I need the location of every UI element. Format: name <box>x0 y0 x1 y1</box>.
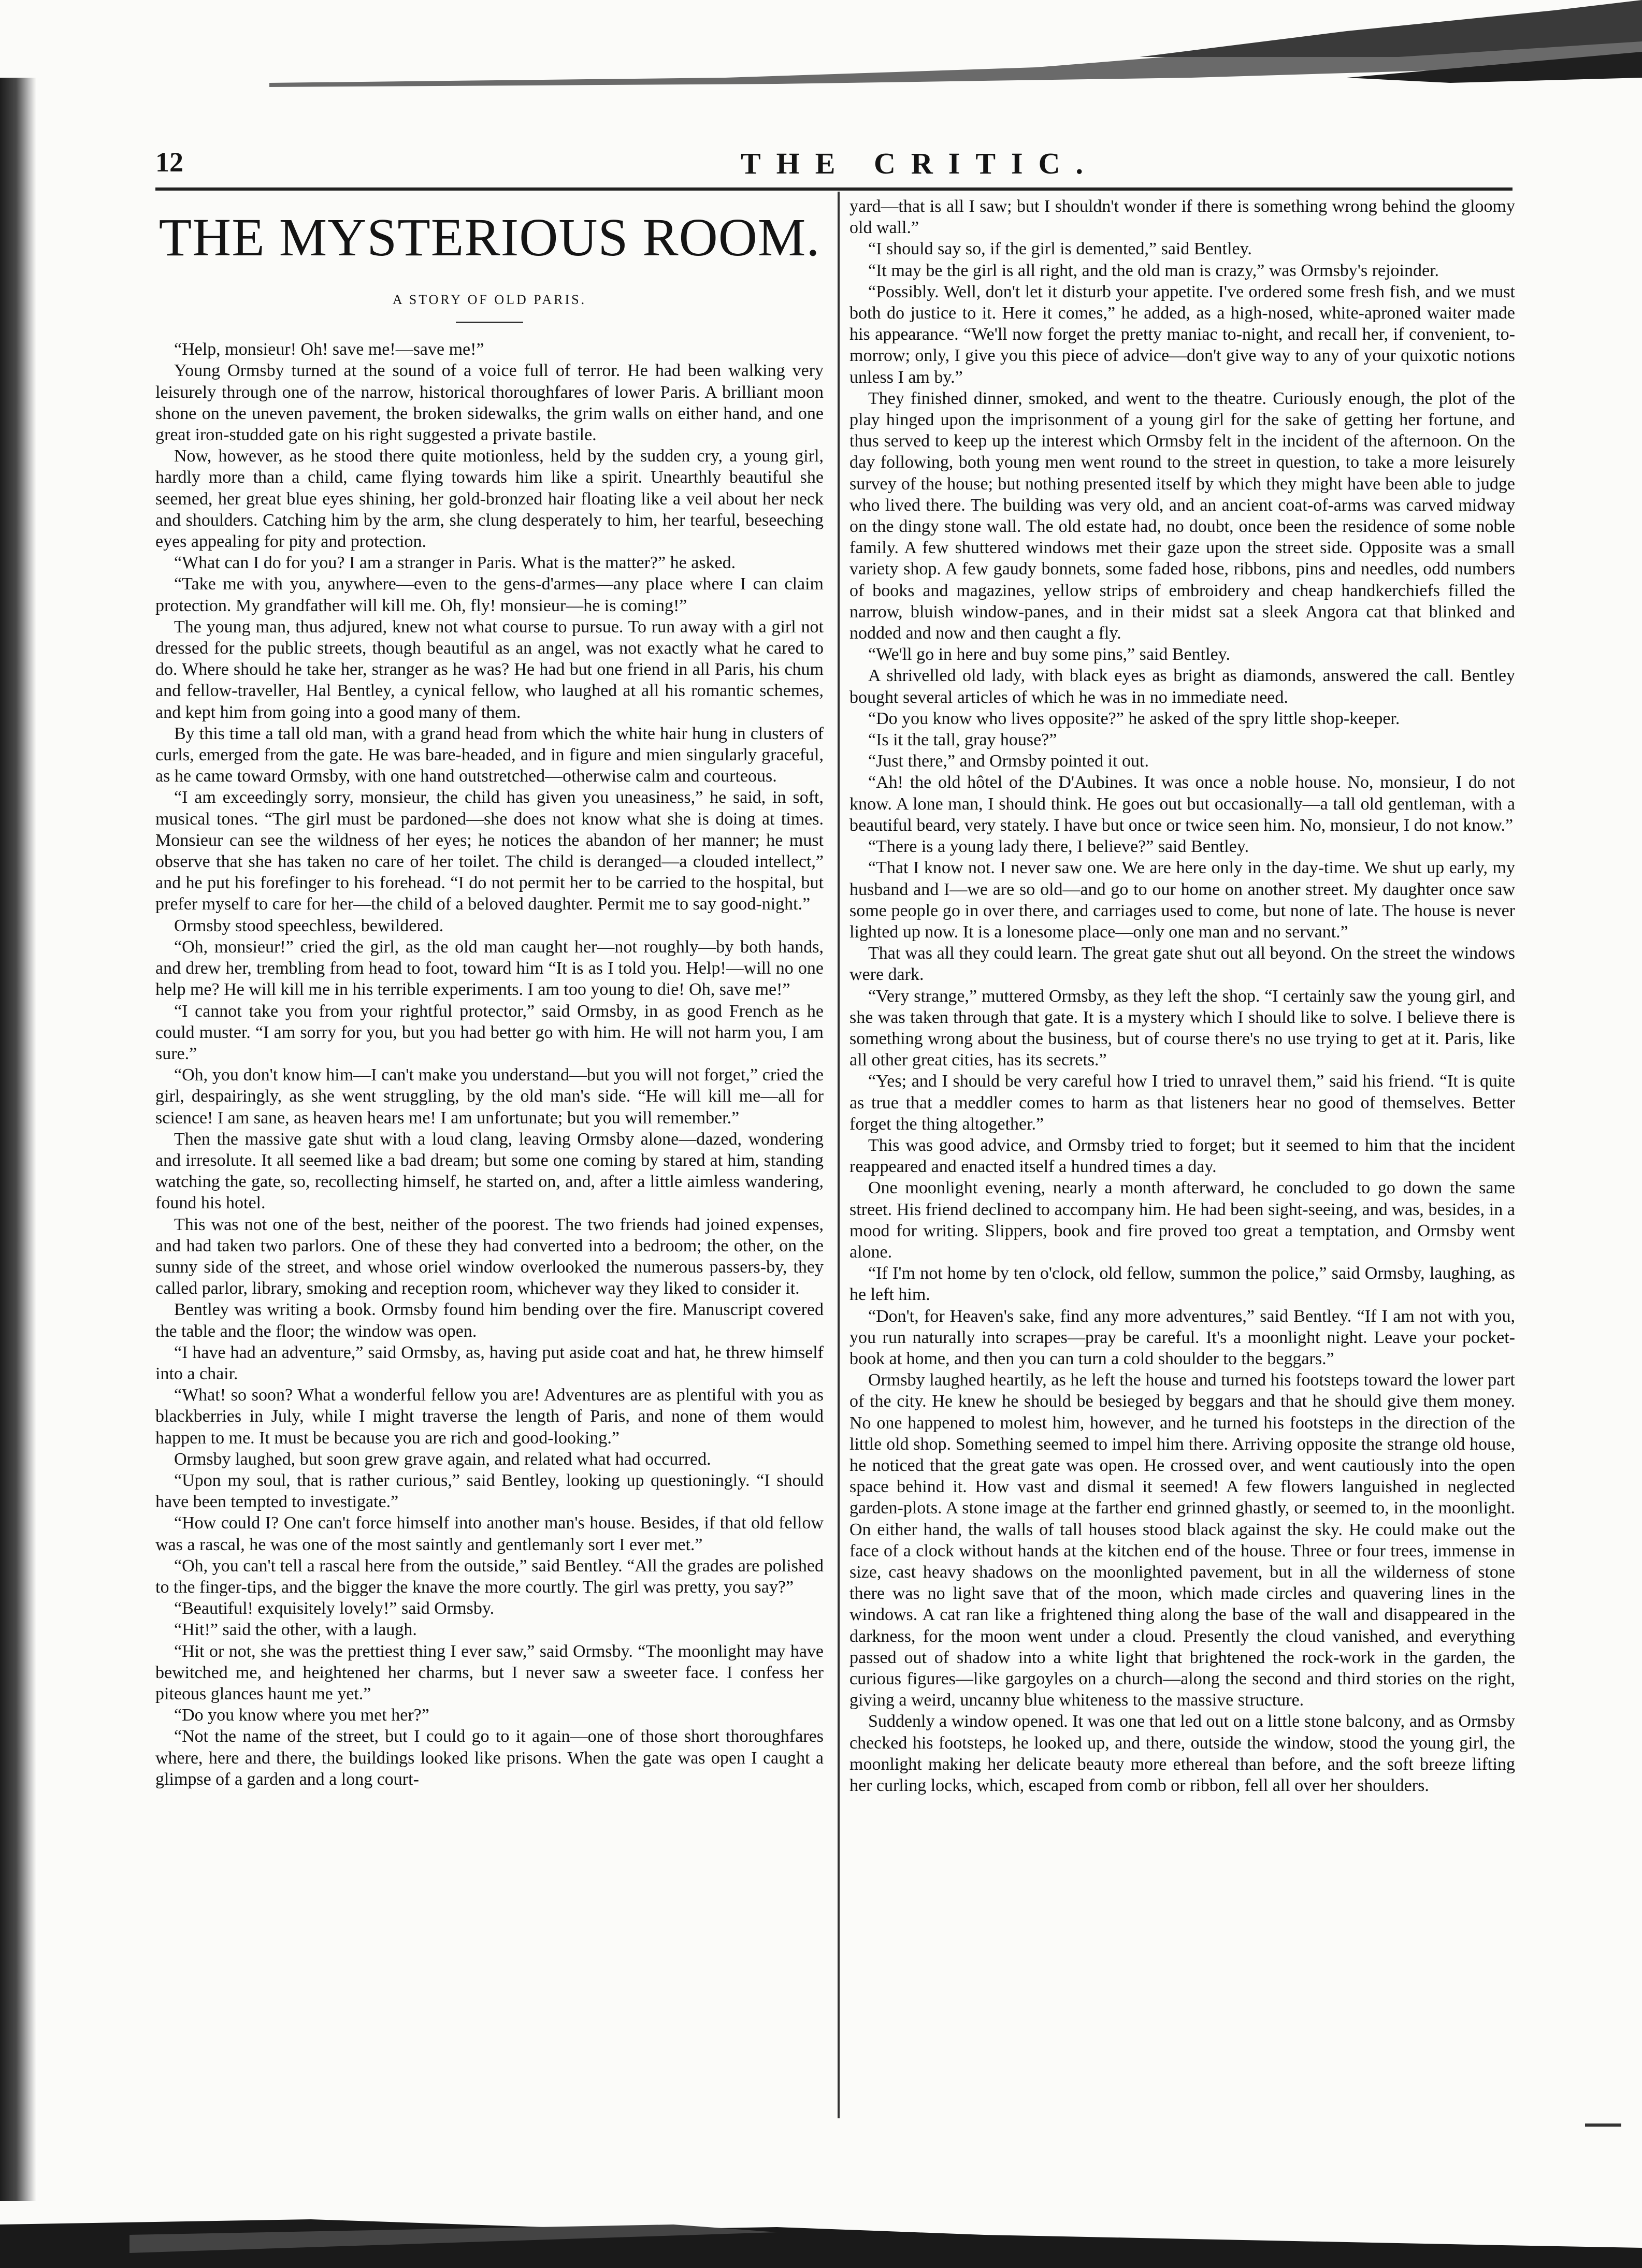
paragraph: Ormsby laughed, but soon grew grave again, and related what had occurred. <box>174 1449 711 1469</box>
paragraph: “What! so soon? What a wonderful fellow you are! Adventures are as plentiful with you as blackberries in July, while I might traverse the length of Paris, and none of them would happen to me. It must be because you are rich and good-looking.” <box>155 1385 824 1448</box>
paragraph: “Possibly. Well, don't let it disturb your appetite. I've ordered some fresh fish, and we must both do justice to it. Here it comes,” he added, as a high-nosed, white-aproned waiter made his appearance. “We'll now forget the pretty maniac to-night, and recall her, if convenient, to-morrow; only, I give you this piece of advice—don't give way to any of your quixotic notions unless I am by.” <box>849 282 1515 387</box>
paragraph: “Oh, monsieur!” cried the girl, as the old man caught her—not roughly—by both hands, and drew her, trembling from head to foot, toward him “It is as I told you. Help!—will no one help me? He will kill me in his terrible experiments. I am too young to die! Oh, save me!” <box>155 937 824 1000</box>
paragraph: Ormsby stood speechless, bewildered. <box>174 916 444 935</box>
paragraph: “It may be the girl is all right, and the old man is crazy,” was Ormsby's rejoinder. <box>868 261 1439 280</box>
paragraph: “Not the name of the street, but I could go to it again—one of those short thoroughfares where, here and there, the buildings looked like prisons. When the gate was open I caught a glimpse of a garden and a long court- <box>155 1727 824 1789</box>
paragraph: That was all they could learn. The great gate shut out all beyond. On the street the windows were dark. <box>849 944 1515 985</box>
paragraph: “Upon my soul, that is rather curious,” said Bentley, looking up questioningly. “I should have been tempted to investigate.” <box>155 1470 824 1512</box>
paragraph: “Is it the tall, gray house?” <box>868 730 1057 750</box>
column-left <box>155 196 824 1790</box>
paragraph: “That I know not. I never saw one. We are here only in the day-time. We shut up early, my husband and I—we are so old—and go to our home on another street. My daughter once saw some people go in over there, and carriages used to come, but none of late. The house is never lighted up now. It is a lonesome place—only one man and no servant.” <box>849 858 1515 942</box>
paragraph: This was not one of the best, neither of the poorest. The two friends had joined expenses, and had taken two parlors. One of these they had converted into a bedroom; the other, on the sunny side of the street, and whose oriel window overlooked the numerous passers-by, they called parlor, library, smoking and reception room, whichever way they liked to consider it. <box>155 1215 824 1298</box>
scan-bottom-edge <box>0 2204 1642 2268</box>
story-subtitle: A STORY OF OLD PARIS. <box>392 292 587 307</box>
paragraph: Suddenly a window opened. It was one that led out on a little stone balcony, and as Ormsby checked his footsteps, he looked up, and there, outside the window, stood the young girl, the moonlight making her delicate beauty more ethereal than before, and the soft breeze lifting her curling locks, which, escaped from comb or ribbon, fell all over her shoulders. <box>849 1712 1515 1796</box>
paragraph: “I cannot take you from your rightful protector,” said Ormsby, in as good French as he could muster. “I am sorry for you, but you had better go with him. He will not harm you, I am sure.” <box>155 1001 824 1063</box>
paragraph: Young Ormsby turned at the sound of a voice full of terror. He had been walking very leisurely through one of the narrow, historical thoroughfares of lower Paris. A brilliant moon shone on the uneven pavement, the broken sidewalks, the grim walls on either hand, and one great iron-studded gate on his right suggested a private bastile. <box>155 361 824 445</box>
paragraph: “If I'm not home by ten o'clock, old fellow, summon the police,” said Ormsby, laughing, as he left him. <box>849 1264 1515 1305</box>
paragraph: “Oh, you can't tell a rascal here from the outside,” said Bentley. “All the grades are polished to the finger-tips, and the bigger the knave the more courtly. The girl was pretty, you say?” <box>155 1556 824 1597</box>
column-right <box>849 196 1515 1796</box>
paragraph: “Do you know who lives opposite?” he asked of the spry little shop-keeper. <box>868 709 1400 728</box>
paragraph: Then the massive gate shut with a loud clang, leaving Ormsby alone—dazed, wondering and irresolute. It all seemed like a bad dream; but some one coming by stared at him, standing watching the gate, so, recollecting himself, he started on, and, after a little aimless wandering, found his hotel. <box>155 1129 824 1213</box>
paragraph: “Ah! the old hôtel of the D'Aubines. It was once a noble house. No, monsieur, I do not know. A lone man, I should think. He goes out but occasionally—a tall old gentleman, with a beautiful beard, very stately. I have but once or twice seen him. No, monsieur, I do not know.” <box>849 773 1515 835</box>
paragraph: “Don't, for Heaven's sake, find any more adventures,” said Bentley. “If I am not with you, you run naturally into scrapes—pray be careful. It's a moonlight night. Leave your pocket-book at home, and then you can turn a cold shoulder to the beggars.” <box>849 1306 1515 1368</box>
paragraph: “Yes; and I should be very careful how I tried to unravel them,” said his friend. “It is quite as true that a meddler comes to harm as that listeners hear no good of themselves. Better forget the thing altogether.” <box>849 1072 1515 1134</box>
paragraph: “Take me with you, anywhere—even to the gens-d'armes—any place where I can claim protection. My grandfather will kill me. Oh, fly! monsieur—he is coming!” <box>155 574 824 615</box>
scan-mark <box>1585 2100 1621 2127</box>
paragraph: “Just there,” and Ormsby pointed it out. <box>868 752 1149 771</box>
paragraph: This was good advice, and Ormsby tried to forget; but it seemed to him that the incident reappeared and enacted itself a hundred times a day. <box>849 1135 1515 1177</box>
paragraph: “Hit or not, she was the prettiest thing I ever saw,” said Ormsby. “The moonlight may have bewitched me, and heightened her charms, but I never saw a sweeter face. I confess her piteous glances haunt me yet.” <box>155 1641 824 1703</box>
scan-top-edge <box>0 0 1642 109</box>
journal-title: THE CRITIC. <box>741 147 1099 180</box>
paragraph: Ormsby laughed heartily, as he left the house and turned his footsteps toward the lower part of the city. He knew he should be besieged by beggars and that he should give them money. No one happened to molest him, however, and he turned his footsteps in the direction of the little old shop. Something seemed to impel him there. Arriving opposite the strange old house, he noticed that the great gate was open. He crossed over, and went cautiously into the open space behind it. How vast and dismal it seemed! A few flowers languished in neglected garden-plots. A stone image at the farther end grinned ghastly, or seemed to, in the moonlight. On either hand, the walls of tall houses stood black against the sky. He could make out the face of a clock without hands at the kitchen end of the house. Three or four trees, immense in size, cast heavy shadows on the moonlighted pavement, but in all the wilderness of stone there was no light save that of the moon, which made circles and quavering lines in the windows. A cat ran like a frightened thing along the base of the wall and disappeared in the darkness, for the moon went under a cloud. Presently the cloud vanished, and everything passed out of shadow into a white light that brightened the rock-work in the garden, the curious figures—like gargoyles on a church—along the second and third stories on the right, giving a weird, uncanny blue whiteness to the massive structure. <box>849 1370 1515 1710</box>
paragraph: One moonlight evening, nearly a month afterward, he concluded to go down the same street. His friend declined to accompany him. He had been sight-seeing, and was, besides, in a mood for writing. Slippers, book and fire proved too great a temptation, and Ormsby went alone. <box>849 1178 1515 1262</box>
story-title: THE MYSTERIOUS ROOM. <box>159 208 820 267</box>
column-divider <box>838 192 840 2118</box>
paragraph: “I am exceedingly sorry, monsieur, the child has given you uneasiness,” he said, in soft, musical tones. “The girl must be pardoned—she does not know what she is doing at times. Monsieur can see the wildness of her eyes; he notices the abandon of her manner; he must observe that she has taken no care of her toilet. The child is deranged—a clouded intellect,” and he put his forefinger to his forehead. “I do not permit her to be carried to the hospital, but prefer myself to care for her—the child of a beloved daughter. Permit me to say good-night.” <box>155 788 824 914</box>
paragraph: A shrivelled old lady, with black eyes as bright as diamonds, answered the call. Bentley bought several articles of which he was in no immediate need. <box>849 666 1515 707</box>
paragraph: By this time a tall old man, with a grand head from which the white hair hung in clusters of curls, emerged from the gate. He was bare-headed, and in figure and mien singularly graceful, as he came toward Ormsby, with one hand outstretched—otherwise calm and courteous. <box>155 724 824 786</box>
paragraph: “Very strange,” muttered Ormsby, as they left the shop. “I certainly saw the young girl, and she was taken through that gate. It is a mystery which I should like to solve. I believe there is something wrong about the business, but of course there's no use trying to get at it. Paris, like all other great cities, has its secrets.” <box>849 986 1515 1070</box>
paragraph: They finished dinner, smoked, and went to the theatre. Curiously enough, the plot of the play hinged upon the imprisonment of a young girl for the sake of getting her fortune, and thus served to keep up the interest which Ormsby felt in the incident of the afternoon. On the day following, both young men went round to the street in question, to take a more leisurely survey of the house; but nothing presented itself by which they might have been able to judge who lived there. The building was very old, and an ancient coat-of-arms was carved midway on the dingy stone wall. The old estate had, no doubt, once been the residence of some noble family. A few shuttered windows met their gaze upon the street side. Opposite was a small variety shop. A few gaudy bonnets, some faded hose, ribbons, pins and needles, odd numbers of books and magazines, yellow strips of embroidery and cheap handkerchiefs filled the narrow, bluish window-panes, and in their midst sat a sleek Angora cat that blinked and nodded and now and then caught a fly. <box>849 388 1515 643</box>
scan-left-edge <box>0 78 36 2201</box>
paragraph: yard—that is all I saw; but I shouldn't wonder if there is something wrong behind the gloomy old wall.” <box>849 197 1515 238</box>
paragraph: “Beautiful! exquisitely lovely!” said Ormsby. <box>174 1599 495 1619</box>
header-rule <box>155 187 1513 191</box>
paragraph: “What can I do for you? I am a stranger in Paris. What is the matter?” he asked. <box>174 553 736 573</box>
paragraph: Bentley was writing a book. Ormsby found him bending over the fire. Manuscript covered the table and the floor; the window was open. <box>155 1300 824 1341</box>
title-rule <box>456 322 523 323</box>
page-number: 12 <box>155 147 183 178</box>
paragraph: “Do you know where you met her?” <box>174 1706 429 1725</box>
paragraph: “Help, monsieur! Oh! save me!—save me!” <box>174 340 484 359</box>
column-right-text <box>849 196 1515 1796</box>
paragraph: The young man, thus adjured, knew not what course to pursue. To run away with a girl not dressed for the public streets, though beautiful as an angel, was not exactly what he cared to do. Where should he take her, stranger as he was? He had but one friend in all Paris, his chum and fellow-traveller, Hal Bentley, a cynical fellow, who laughed at all his romantic schemes, and kept him from going into a good many of them. <box>155 617 824 722</box>
paragraph: “There is a young lady there, I believe?” said Bentley. <box>868 837 1249 857</box>
paragraph: “Oh, you don't know him—I can't make you understand—but you will not forget,” cried the girl, despairingly, as she went struggling, by the old man's side. “He will kill me—all for science! I am sane, as heaven hears me! I am unfortunate; but you will remember.” <box>155 1065 824 1128</box>
paragraph: “We'll go in here and buy some pins,” said Bentley. <box>868 645 1230 664</box>
paragraph: “I have had an adventure,” said Ormsby, as, having put aside coat and hat, he threw himself into a chair. <box>155 1342 824 1383</box>
page-header <box>155 146 1513 187</box>
paragraph: “Hit!” said the other, with a laugh. <box>174 1620 417 1640</box>
column-left-text <box>155 339 824 1790</box>
paragraph: “How could I? One can't force himself into another man's house. Besides, if that old fellow was a rascal, he was one of the most saintly and gentlemanly sort I ever met.” <box>155 1513 824 1554</box>
paragraph: Now, however, as he stood there quite motionless, held by the sudden cry, a young girl, hardly more than a child, came flying towards him like a spirit. Unearthly beautiful she seemed, her great blue eyes shining, her gold-bronzed hair floating like a veil about her neck and shoulders. Catching him by the arm, she clung desperately to him, her tearful, beseeching eyes appealing for pity and protection. <box>155 446 824 552</box>
paragraph: “I should say so, if the girl is demented,” said Bentley. <box>868 239 1252 259</box>
